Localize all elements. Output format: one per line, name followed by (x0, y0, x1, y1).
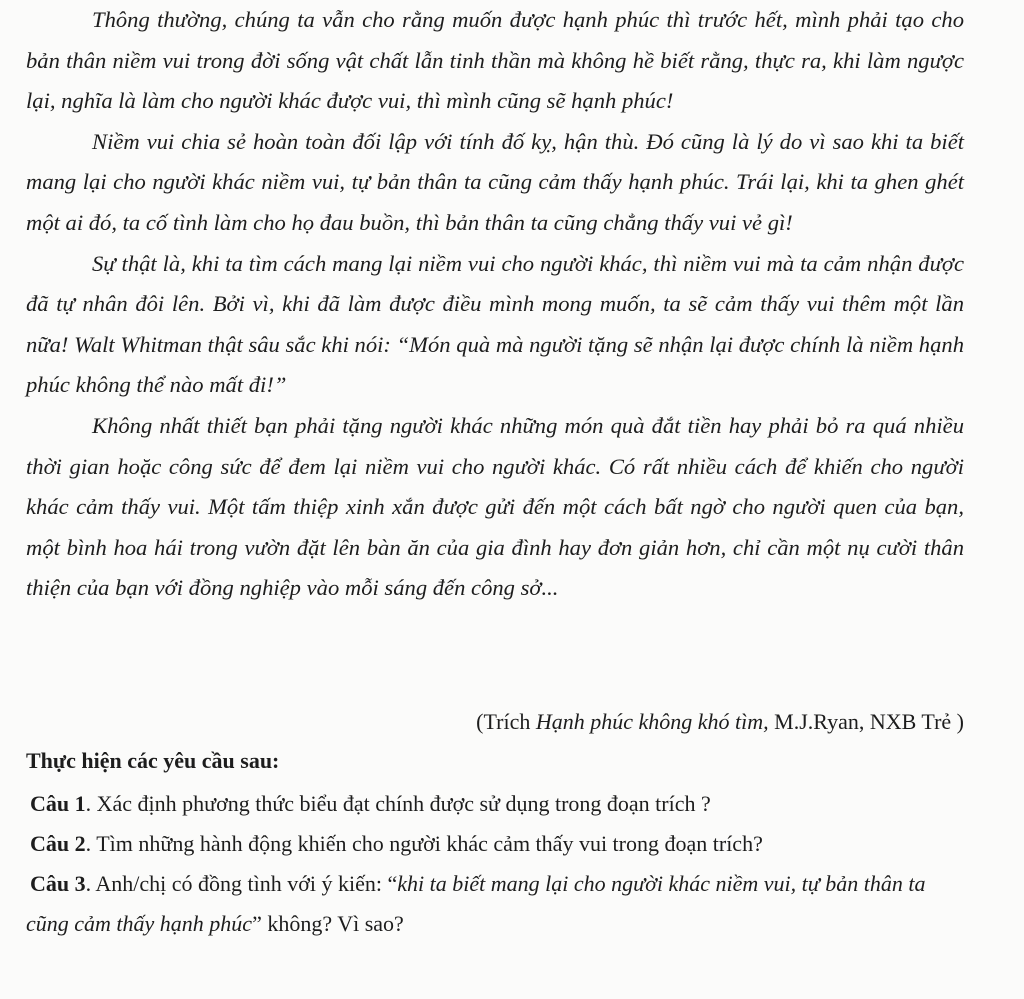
excerpt-passage (26, 0, 964, 609)
question-3-text-after: ” không? Vì sao? (252, 911, 404, 936)
question-2 (26, 824, 964, 864)
task-heading: Thực hiện các yêu cầu sau: (26, 748, 280, 773)
question-3-text-before: . Anh/chị có đồng tình với ý kiến: “ (85, 871, 398, 896)
question-3 (26, 864, 964, 944)
citation-prefix: (Trích (476, 709, 536, 734)
question-3-quote: khi ta biết mang lại cho người khác niềm vui, tự bản thân ta cũng cảm thấy hạnh phúc (26, 871, 926, 936)
question-3-label: Câu 3 (30, 871, 86, 896)
source-citation (26, 702, 964, 742)
question-1-text: . Xác định phương thức biểu đạt chính được sử dụng trong đoạn trích ? (85, 791, 711, 816)
question-1 (26, 784, 964, 824)
passage-paragraph-3: Sự thật là, khi ta tìm cách mang lại niềm vui cho người khác, thì niềm vui mà ta cảm nhận được đã tự nhân đôi lên. Bởi vì, khi đã làm được điều mình mong muốn, ta sẽ cảm thấy vui thêm một lần nữa! Walt Whitman thật sâu sắc khi nói: “Món quà mà người tặng sẽ nhận lại được chính là niềm hạnh phúc không thể nào mất đi!” (26, 250, 964, 398)
passage-paragraph-2: Niềm vui chia sẻ hoàn toàn đối lập với tính đố kỵ, hận thù. Đó cũng là lý do vì sao khi ta biết mang lại cho người khác niềm vui, tự bản thân ta cũng cảm thấy hạnh phúc. Trái lại, khi ta ghen ghét một ai đó, ta cố tình làm cho họ đau buồn, thì bản thân ta cũng chẳng thấy vui vẻ gì! (26, 128, 964, 235)
question-1-label: Câu 1 (30, 791, 86, 816)
question-list (26, 784, 964, 944)
passage-paragraph-4: Không nhất thiết bạn phải tặng người khác những món quà đắt tiền hay phải bỏ ra quá nhiều thời gian hoặc công sức để đem lại niềm vui cho người khác. Có rất nhiều cách để khiến cho người khác cảm thấy vui. Một tấm thiệp xinh xắn được gửi đến một cách bất ngờ cho người quen của bạn, một bình hoa hái trong vườn đặt lên bàn ăn của gia đình hay đơn giản hơn, chỉ cần một nụ cười thân thiện của bạn với đồng nghiệp vào mỗi sáng đến công sở... (26, 412, 964, 601)
citation-book-title: Hạnh phúc không khó tìm, (535, 709, 769, 734)
passage-paragraph-1: Thông thường, chúng ta vẫn cho rằng muốn được hạnh phúc thì trước hết, mình phải tạo cho bản thân niềm vui trong đời sống vật chất lẫn tinh thần mà không hề biết rằng, thực ra, khi làm ngược lại, nghĩa là làm cho người khác được vui, thì mình cũng sẽ hạnh phúc! (26, 7, 964, 114)
citation-suffix: M.J.Ryan, NXB Trẻ ) (768, 709, 964, 734)
question-2-label: Câu 2 (30, 831, 86, 856)
question-2-text: . Tìm những hành động khiến cho người khác cảm thấy vui trong đoạn trích? (85, 831, 763, 856)
